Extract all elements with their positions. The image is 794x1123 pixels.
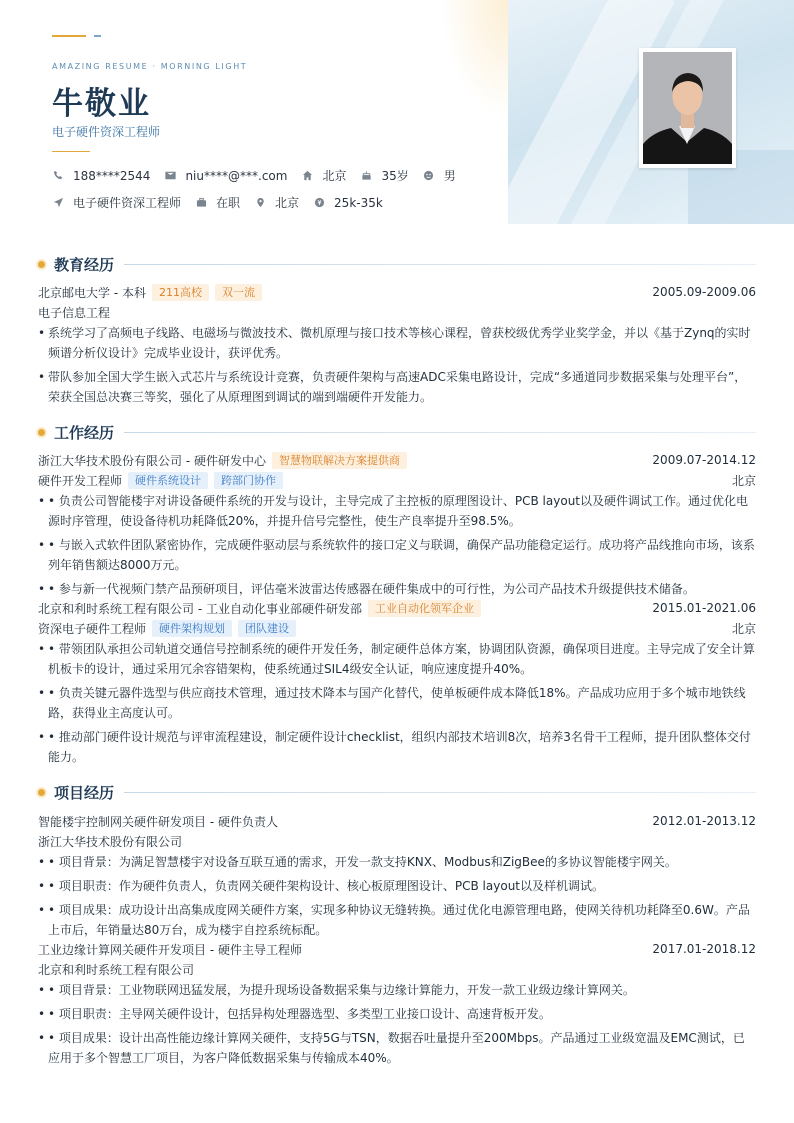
list-item: • 系统学习了高频电子线路、电磁场与微波技术、微机原理与接口技术等核心课程，曾获校级优秀学业奖学金，并以《基于Zynq的实时频谱分析仪设计》完成毕业设计，获评优秀。 (38, 323, 756, 363)
list-item: • • 项目成果：成功设计出高集成度网关硬件方案，实现多种协议无缝转换。通过优化电源管理电路，使网关待机功耗降至0.6W。产品上市后，年销量达80万台，成为楼宇自控系统标配。 (38, 900, 756, 940)
city-text: 北京 (275, 196, 300, 210)
section-heading: 项目经历 (54, 784, 115, 802)
company-tag: 工业自动化领军企业 (368, 600, 481, 617)
job-city: 北京 (731, 621, 756, 636)
skill-tag: 跨部门协作 (214, 472, 283, 489)
project-date: 2012.01-2013.12 (652, 814, 756, 828)
projects-block (38, 811, 756, 1072)
phone-text: 188****2544 (73, 168, 151, 183)
project-name: 工业边缘计算网关硬件开发项目 - 硬件主导工程师 (38, 942, 302, 957)
list-item: • • 项目职责：主导网关硬件设计，包括异构处理器选型、多类型工业接口设计、高速背板开发。 (38, 1004, 756, 1024)
project-header-row (38, 939, 756, 959)
list-item: • 带队参加全国大学生嵌入式芯片与系统设计竞赛，负责硬件架构与高速ADC采集电路设计，完成“多通道同步数据采集与处理平台”，荣获全国总决赛三等奖，强化了从原理图到调试的端到端硬件开发能力。 (38, 367, 756, 407)
education-section-title (38, 254, 756, 275)
project-company-row (38, 959, 756, 979)
work-block (38, 450, 756, 771)
section-divider (124, 264, 756, 265)
project-bullets (38, 852, 756, 940)
section-divider (124, 432, 756, 433)
section-dot (38, 789, 45, 796)
list-item: • • 负责关键元器件选型与供应商技术管理，通过技术降本与国产化替代，使单板硬件成本降低18%。产品成功应用于多个城市地铁线路，获得业主高度认可。 (38, 683, 756, 723)
list-item: • • 与嵌入式软件团队紧密协作，完成硬件驱动层与系统软件的接口定义与联调，确保产品功能稳定运行。成功将产品线推向市场，该系列年销售额达8000万元。 (38, 535, 756, 575)
list-item: • • 项目背景：工业物联网迅猛发展，为提升现场设备数据采集与边缘计算能力，开发一款工业级边缘计算网关。 (38, 980, 756, 1000)
accent-line-small (94, 35, 101, 37)
job-header-row (38, 450, 756, 470)
briefcase-icon (195, 197, 207, 209)
salary-text: 25k-35k (334, 195, 383, 210)
skill-tag: 团队建设 (238, 620, 296, 637)
email-text: niu****@***.com (185, 168, 288, 183)
list-item: • • 项目职责：作为硬件负责人，负责网关硬件架构设计、核心板原理图设计、PCB layout以及样机调试。 (38, 876, 756, 896)
project-name: 智能楼宇控制网关硬件研发项目 - 硬件负责人 (38, 814, 278, 829)
job-position-row (38, 618, 756, 638)
gender-text: 男 (443, 169, 456, 183)
education-bullets (38, 323, 756, 407)
accent-line (52, 35, 86, 37)
job-date: 2009.07-2014.12 (652, 453, 756, 467)
school-tag: 211高校 (152, 284, 209, 301)
divider (52, 151, 90, 152)
profile-photo (643, 52, 732, 164)
job-date: 2015.01-2021.06 (652, 601, 756, 615)
send-icon (52, 197, 64, 209)
company-name: 浙江大华技术股份有限公司 - 硬件研发中心 (38, 453, 266, 468)
intent-position-item (52, 194, 181, 211)
profile-photo-frame (639, 48, 736, 168)
skill-tag: 硬件系统设计 (128, 472, 208, 489)
job-position: 资深电子硬件工程师 (38, 621, 147, 636)
gender-item (423, 167, 456, 184)
project-company-row (38, 831, 756, 851)
section-divider (124, 792, 756, 793)
city-item (254, 194, 299, 211)
project-bullets (38, 980, 756, 1068)
job-position: 硬件开发工程师 (38, 473, 123, 488)
list-item: • • 带领团队承担公司轨道交通信号控制系统的硬件开发任务，制定硬件总体方案，协调团队资源，确保项目进度。主导完成了安全计算机板卡的设计，通过采用冗余容错架构，使系统通过SIL4级安全认证，响应速度提升40%。 (38, 639, 756, 679)
section-heading: 教育经历 (54, 256, 115, 274)
list-item: • • 项目背景：为满足智慧楼宇对设备互联互通的需求，开发一款支持KNX、Modbus和ZigBee的多协议智能楼宇网关。 (38, 852, 756, 872)
project-date: 2017.01-2018.12 (652, 942, 756, 956)
list-item: • • 参与新一代视频门禁产品预研项目，评估毫米波雷达传感器在硬件集成中的可行性，为公司产品技术升级提供技术储备。 (38, 579, 756, 599)
resume-tagline: AMAZING RESUME · MORNING LIGHT (52, 62, 248, 71)
project-header-row (38, 811, 756, 831)
contact-row (52, 167, 470, 184)
home-text: 北京 (322, 169, 347, 183)
age-item (360, 167, 408, 184)
section-dot (38, 429, 45, 436)
candidate-role: 电子硬件资深工程师 (52, 125, 161, 139)
school-tag: 双一流 (215, 284, 262, 301)
job-intent-row (52, 194, 397, 211)
intent-position-text: 电子硬件资深工程师 (73, 196, 182, 210)
list-item: • • 项目成果：设计出高性能边缘计算网关硬件，支持5G与TSN，数据吞吐量提升至200Mbps。产品通过工业级宽温及EMC测试，已应用于多个智慧工厂项目，为客户降低数据采集与传输成本40%。 (38, 1028, 756, 1068)
project-company: 北京和利时系统工程有限公司 (38, 962, 195, 977)
status-text: 在职 (216, 196, 241, 210)
home-icon (301, 170, 313, 182)
candidate-name: 牛敬业 (52, 86, 151, 122)
mail-icon (164, 170, 176, 182)
job-city: 北京 (731, 473, 756, 488)
email-item (164, 169, 287, 183)
school-name: 北京邮电大学 - 本科 (38, 285, 146, 300)
job-bullets (38, 639, 756, 767)
home-item (301, 167, 346, 184)
company-tag: 智慧物联解决方案提供商 (272, 452, 407, 469)
phone-item (52, 169, 150, 183)
list-item: • • 负责公司智能楼宇对讲设备硬件系统的开发与设计，主导完成了主控板的原理图设计、PCB layout以及硬件调试工作。通过优化电源时序管理，使设备待机功耗降低20%，并提升信号完整性，使生产良率提升至98.5%。 (38, 491, 756, 531)
face-icon (423, 170, 435, 182)
section-dot (38, 261, 45, 268)
major-row (38, 302, 756, 322)
major-name: 电子信息工程 (38, 305, 111, 320)
project-company: 浙江大华技术股份有限公司 (38, 834, 183, 849)
education-block (38, 282, 756, 411)
education-header-row (38, 282, 756, 302)
skill-tag: 硬件架构规划 (152, 620, 232, 637)
salary-item (313, 196, 383, 210)
phone-icon (52, 170, 64, 182)
location-icon (254, 197, 266, 209)
work-section-title (38, 422, 756, 443)
job-position-row (38, 470, 756, 490)
status-item (195, 194, 240, 211)
job-header-row (38, 598, 756, 618)
section-heading: 工作经历 (54, 424, 115, 442)
list-item: • • 推动部门硬件设计规范与评审流程建设，制定硬件设计checklist，组织内部技术培训8次，培养3名骨干工程师，提升团队整体交付能力。 (38, 727, 756, 767)
money-icon (313, 197, 325, 209)
job-bullets (38, 491, 756, 599)
education-date: 2005.09-2009.06 (652, 285, 756, 299)
projects-section-title (38, 782, 756, 803)
age-text: 35岁 (381, 169, 409, 183)
cake-icon (360, 170, 372, 182)
company-name: 北京和利时系统工程有限公司 - 工业自动化事业部硬件研发部 (38, 601, 362, 616)
